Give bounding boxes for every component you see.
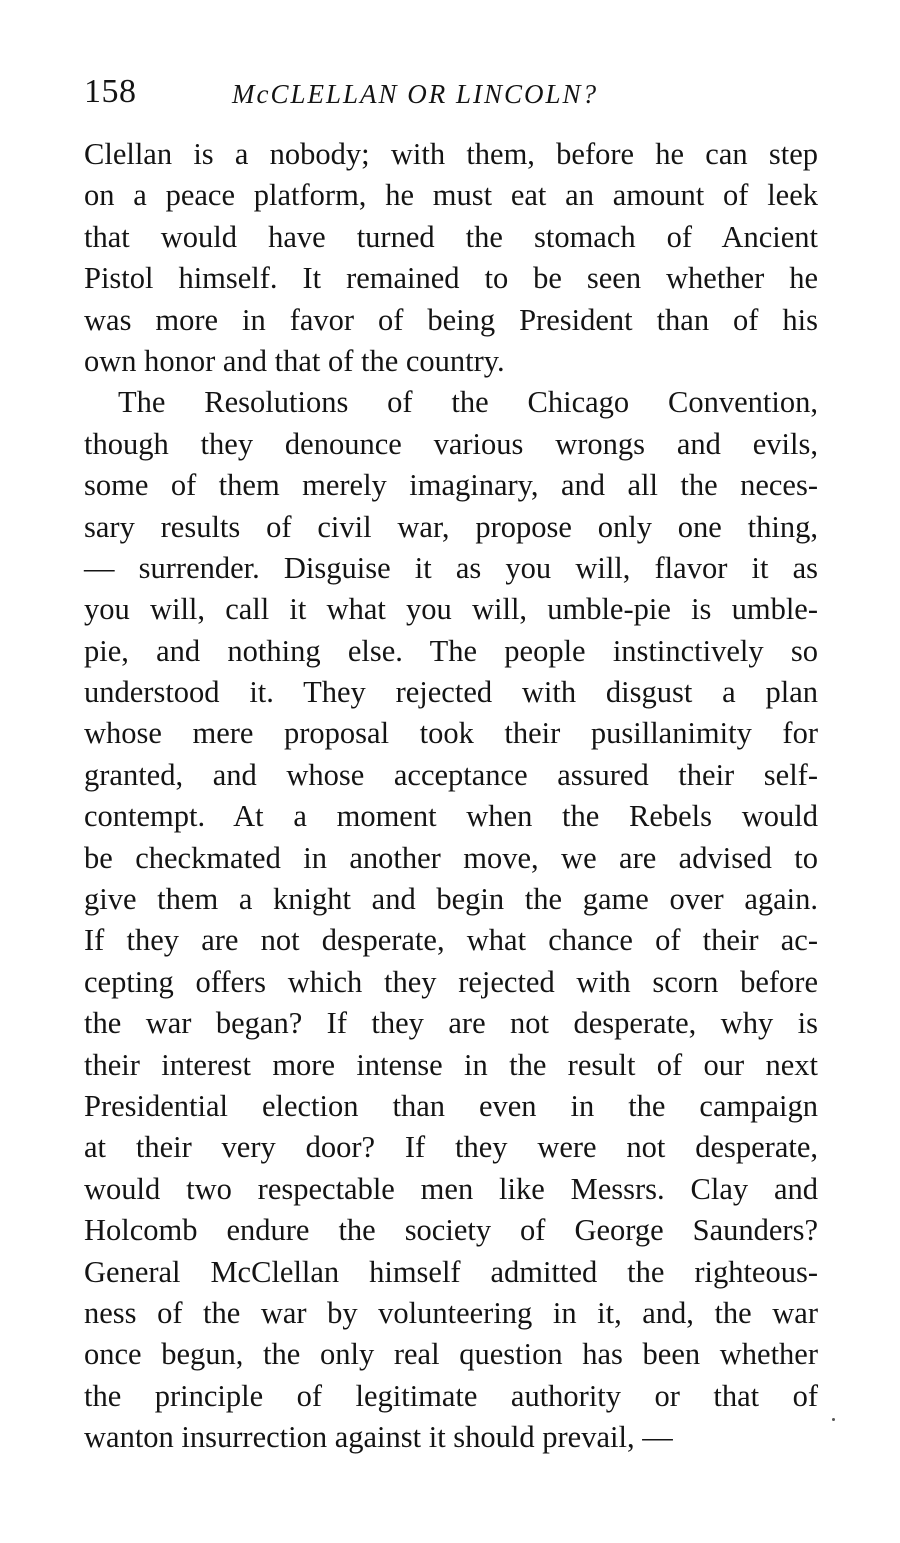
text-line: whose mere proposal took their pusillanimity for bbox=[84, 716, 818, 751]
text-line: If they are not desperate, what chance of their ac- bbox=[84, 923, 818, 958]
text-line: though they denounce various wrongs and evils, bbox=[84, 426, 818, 461]
text-line: be checkmated in another move, we are advised to bbox=[84, 840, 818, 875]
text-line: at their very door? If they were not desperate, bbox=[84, 1130, 818, 1165]
text-line: Presidential election than even in the campaign bbox=[84, 1088, 818, 1123]
text-line: once begun, the only real question has been whether bbox=[84, 1337, 818, 1372]
text-line: you will, call it what you will, umble-pie is umble- bbox=[84, 592, 818, 627]
text-line: Pistol himself. It remained to be seen whether he bbox=[84, 261, 818, 296]
text-line: sary results of civil war, propose only one thing, bbox=[84, 509, 818, 544]
text-line: ness of the war by volunteering in it, and, the war bbox=[84, 1295, 818, 1330]
text-line: on a peace platform, he must eat an amount of leek bbox=[84, 178, 818, 213]
text-line: The Resolutions of the Chicago Convention, bbox=[118, 385, 818, 420]
text-line: General McClellan himself admitted the righteous- bbox=[84, 1254, 818, 1289]
paragraph-1 bbox=[84, 134, 818, 382]
text-line: the war began? If they are not desperate, why is bbox=[84, 1006, 818, 1041]
running-title: McCLELLAN OR LINCOLN? bbox=[232, 79, 599, 109]
text-line: give them a knight and begin the game over again. bbox=[84, 882, 818, 917]
text-line: granted, and whose acceptance assured their self- bbox=[84, 757, 818, 792]
text-line: their interest more intense in the result of our next bbox=[84, 1047, 818, 1082]
text-line: would two respectable men like Messrs. Clay and bbox=[84, 1171, 818, 1206]
text-line: own honor and that of the country. bbox=[84, 343, 505, 378]
text-line: — surrender. Disguise it as you will, flavor it as bbox=[84, 550, 818, 585]
text-line: the principle of legitimate authority or that of bbox=[84, 1378, 818, 1413]
paragraph-2 bbox=[84, 382, 818, 1458]
text-line: that would have turned the stomach of Ancient bbox=[84, 219, 818, 254]
text-line: cepting offers which they rejected with scorn before bbox=[84, 964, 818, 999]
text-line: pie, and nothing else. The people instinctively so bbox=[84, 633, 818, 668]
page-number: 158 bbox=[84, 73, 137, 110]
text-line: contempt. At a moment when the Rebels would bbox=[84, 799, 818, 834]
text-line: Holcomb endure the society of George Saunders? bbox=[84, 1213, 818, 1248]
text-line: Clellan is a nobody; with them, before he can step bbox=[84, 137, 818, 171]
text-line: some of them merely imaginary, and all the neces- bbox=[84, 468, 818, 503]
text-line: understood it. They rejected with disgust a plan bbox=[84, 675, 818, 710]
body-text bbox=[84, 134, 818, 1459]
running-header bbox=[84, 70, 824, 114]
ink-speck bbox=[832, 1418, 835, 1421]
text-line: wanton insurrection against it should prevail, — bbox=[84, 1420, 673, 1455]
text-line: was more in favor of being President than of his bbox=[84, 302, 818, 337]
